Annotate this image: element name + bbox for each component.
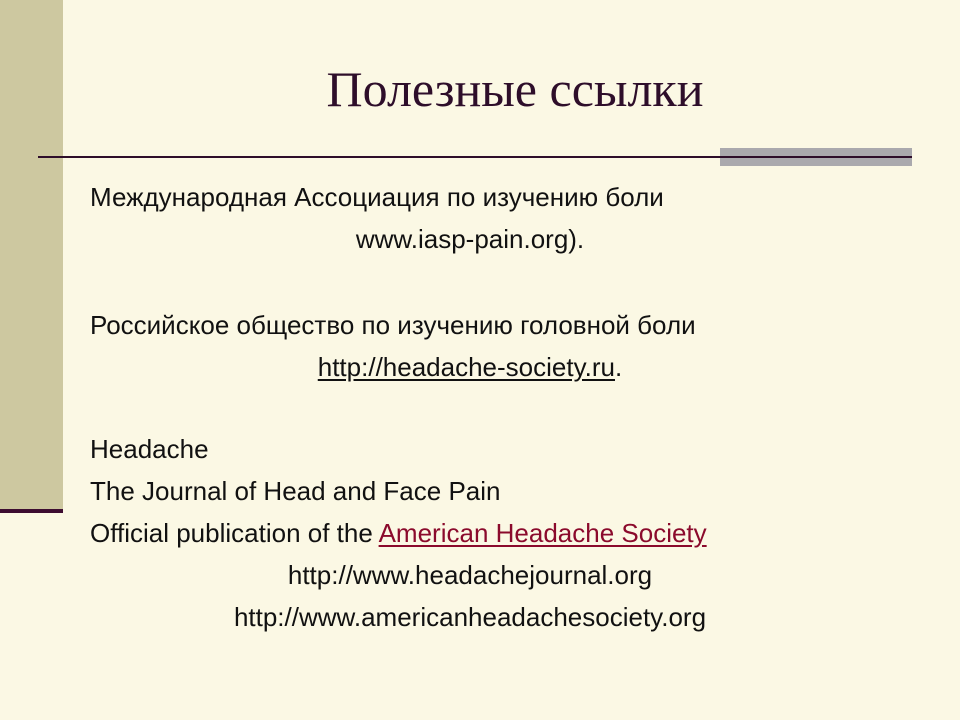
journal-name: Headache [90,434,209,464]
slide-title: Полезные ссылки [326,61,704,117]
ros-url-line [90,346,850,388]
sidebar-accent-line [0,509,63,513]
society-link[interactable]: American Headache Society [378,518,707,548]
slide-content [90,176,850,638]
iasp-url: www.iasp-pain.org). [355,224,585,254]
ros-url-link[interactable]: http://headache-society.ru [317,352,615,382]
journal-publication-line [90,512,850,554]
society-url: http://www.americanheadachesociety.org [233,602,707,632]
ros-name: Российское общество по изучению головной боли [90,310,696,340]
sidebar-decoration [0,0,63,512]
publication-prefix: Official publication of the [90,518,379,548]
journal-subtitle: The Journal of Head and Face Pain [90,476,501,506]
title-rule-overlay [720,156,912,158]
ros-url-suffix: . [615,352,623,382]
journal-url: http://www.headachejournal.org [287,560,653,590]
iasp-name: Международная Ассоциация по изучению боли [90,182,664,212]
